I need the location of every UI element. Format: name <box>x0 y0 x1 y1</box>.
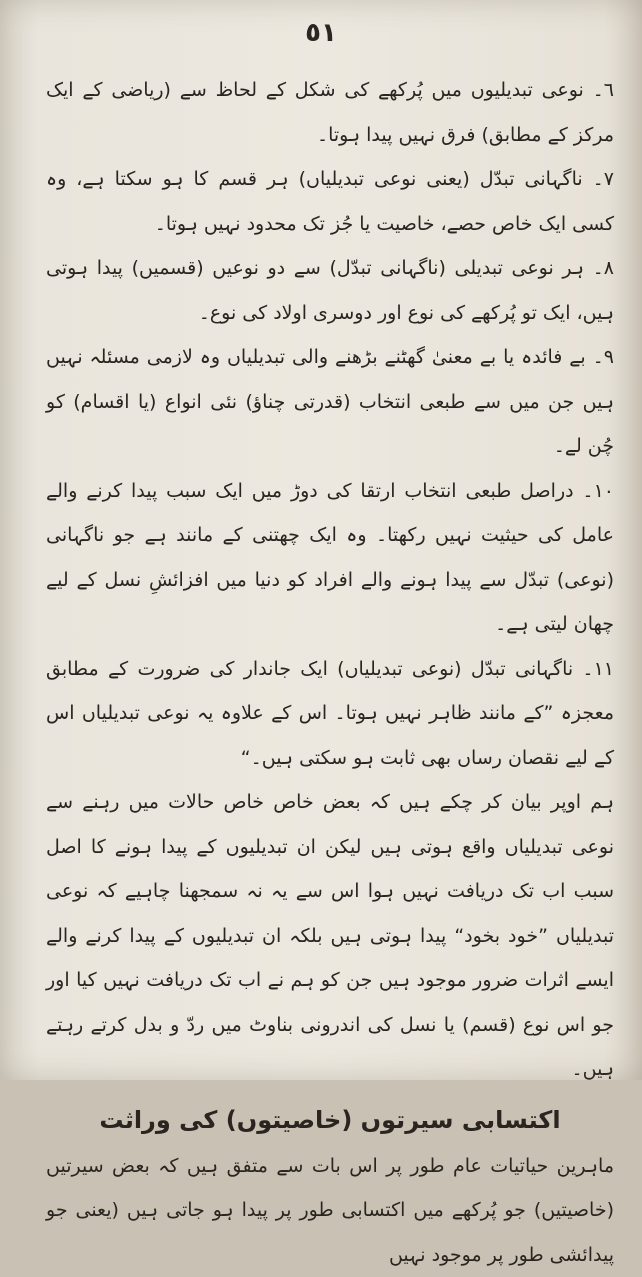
page-number: ٥١ <box>0 18 642 48</box>
section-heading: اکتسابی سیرتوں (خاصیتوں) کی وراثت <box>46 1096 614 1144</box>
paragraph-point-7: ٧۔ ناگہانی تبدّل (یعنی نوعی تبدیلیاں) ہر قسم کا ہو سکتا ہے، وہ کسی ایک خاص حصے، خاصیت یا جُز تک محدود نہیں ہوتا۔ <box>46 157 614 246</box>
paragraph-point-8: ٨۔ ہر نوعی تبدیلی (ناگہانی تبدّل) سے دو نوعیں (قسمیں) پیدا ہوتی ہیں، ایک تو پُرکھے کی نوع اور دوسری اولاد کی نوع۔ <box>46 246 614 335</box>
paragraph-point-11: ١١۔ ناگہانی تبدّل (نوعی تبدیلیاں) ایک جاندار کی ضرورت کے مطابق معجزہ ”کے مانند ظاہر نہیں ہوتا۔ اس کے علاوہ یہ نوعی تبدیلیاں اس کے لیے نقصان رساں بھی ثابت ہو سکتی ہیں۔“ <box>46 647 614 781</box>
paragraph-point-9: ٩۔ بے فائدہ یا بے معنیٰ گھٹنے بڑھنے والی تبدیلیاں وہ لازمی مسئلہ نہیں ہیں جن میں سے طبعی انتخاب (قدرتی چناؤ) نئی انواع (یا اقسام) کو چُن لے۔ <box>46 335 614 469</box>
paragraph-summary: ہم اوپر بیان کر چکے ہیں کہ بعض خاص خاص حالات میں رہنے سے نوعی تبدیلیاں واقع ہوتی ہیں لیکن ان تبدیلیوں کے پیدا ہونے کا اصل سبب اب تک دریافت نہیں ہوا اس سے یہ نہ سمجھنا چاہیے کہ نوعی تبدیلیاں ”خود بخود“ پیدا ہوتی ہیں بلکہ ان تبدیلیوں کے پیدا کرنے والے ایسے اثرات ضرور موجود ہیں جن کو ہم نے اب تک دریافت نہیں کیا اور جو اس نوع (قسم) یا نسل کی اندرونی بناوٹ میں ردّ و بدل کرتے رہتے ہیں۔ <box>46 780 614 1092</box>
paragraph-closing: ماہرین حیاتیات عام طور پر اس بات سے متفق ہیں کہ بعض سیرتیں (خاصیتیں) جو پُرکھے میں اکتسابی طور پر پیدا ہو جاتی ہیں (یعنی جو پیدائشی طور پر موجود نہیں <box>46 1144 614 1277</box>
paragraph-point-10: ١٠۔ دراصل طبعی انتخاب ارتقا کی دوڑ میں ایک سبب پیدا کرنے والے عامل کی حیثیت نہیں رکھتا۔ وہ ایک چھتنی کے مانند ہے جو ناگہانی (نوعی) تبدّل سے پیدا ہونے والے افراد کو دنیا میں افزائشِ نسل کے لیے چھان لیتی ہے۔ <box>46 469 614 647</box>
paragraph-point-6: ٦۔ نوعی تبدیلیوں میں پُرکھے کی شکل کے لحاظ سے (ریاضی کے ایک مرکز کے مطابق) فرق نہیں پیدا ہوتا۔ <box>46 68 614 157</box>
page-body <box>46 68 614 1277</box>
